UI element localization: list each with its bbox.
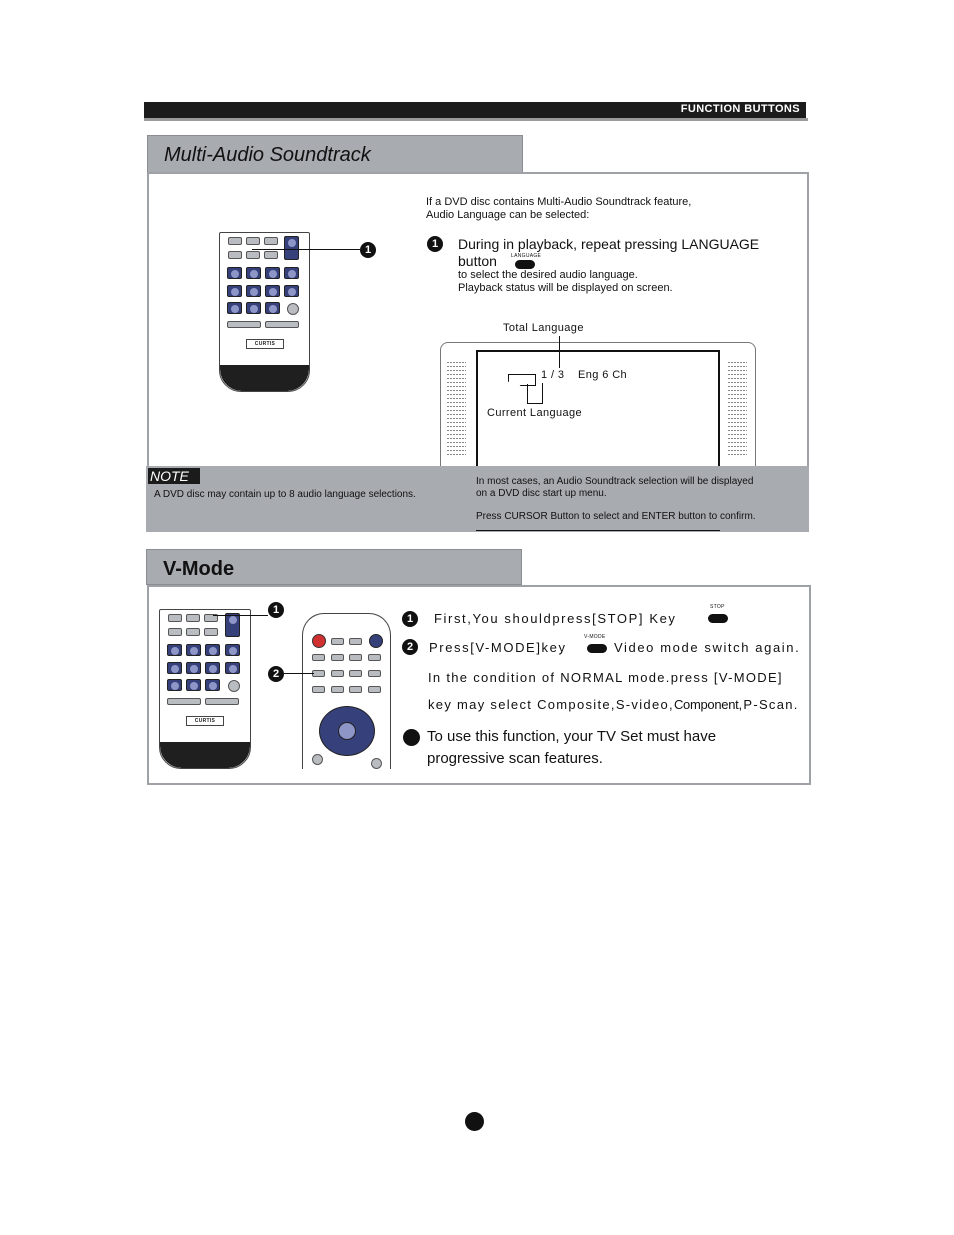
vmode-key-icon <box>587 644 607 653</box>
number-key <box>186 644 201 656</box>
eject-key <box>284 236 299 260</box>
speaker-grille <box>727 362 747 458</box>
header-bar <box>144 102 806 118</box>
callout-number: 1 <box>360 242 376 258</box>
step-text: In the condition of NORMAL mode.press [V-MODE] <box>428 670 783 685</box>
remote-button <box>331 670 344 677</box>
step-text: First,You shouldpress[STOP] Key <box>434 611 677 626</box>
remote-button <box>368 654 381 661</box>
section-title: Multi-Audio Soundtrack <box>164 144 371 166</box>
remote-button <box>349 686 362 693</box>
bullet-dot <box>403 729 420 746</box>
note-label: NOTE <box>150 468 189 484</box>
remote-button <box>349 654 362 661</box>
stop-button <box>264 237 278 245</box>
bullet-text: progressive scan features. <box>427 750 603 767</box>
connector-line <box>527 403 543 404</box>
enter-button <box>338 722 356 740</box>
page-number-dot <box>465 1112 484 1131</box>
number-key <box>225 662 240 674</box>
round-button <box>228 680 240 692</box>
remote-button <box>368 686 381 693</box>
callout-number: 1 <box>268 602 284 618</box>
bullet-text: To use this function, your TV Set must have <box>427 728 717 745</box>
connector-line <box>527 384 528 404</box>
callout-line <box>284 673 314 674</box>
number-key <box>205 662 220 674</box>
number-key <box>225 644 240 656</box>
step-text: During in playback, repeat pressing LANGUAGE <box>458 236 760 252</box>
number-key <box>167 644 182 656</box>
language-key-icon <box>515 260 535 269</box>
setup-button <box>312 754 323 765</box>
note-text: In most cases, an Audio Soundtrack selection will be displayed <box>476 476 754 487</box>
forward-button <box>205 698 239 705</box>
number-key <box>227 267 242 279</box>
number-key <box>167 679 182 691</box>
number-key <box>205 644 220 656</box>
underline <box>476 530 720 531</box>
remote-control-illustration <box>159 609 251 769</box>
step-number: 2 <box>402 639 418 655</box>
number-key <box>167 662 182 674</box>
number-key <box>265 302 280 314</box>
number-key <box>186 662 201 674</box>
intro-text: Audio Language can be selected: <box>426 209 590 221</box>
rewind-button <box>167 698 201 705</box>
remote-button <box>331 654 344 661</box>
remote-button <box>312 686 325 693</box>
power-button <box>312 634 326 648</box>
step-text-part: ,P-Scan. <box>738 697 799 712</box>
remote-bottom <box>160 742 250 768</box>
eject-key <box>225 613 240 637</box>
connector-line <box>542 383 543 404</box>
language-button <box>246 251 260 259</box>
number-key <box>284 267 299 279</box>
step-text: Press[V-MODE]key <box>429 640 567 655</box>
remote-control-illustration <box>302 613 391 769</box>
callout-line <box>252 249 360 250</box>
header-title: FUNCTION BUTTONS <box>680 103 800 115</box>
number-key <box>227 302 242 314</box>
step-text: Video mode switch again. <box>614 640 801 655</box>
subtitle-button <box>168 628 182 636</box>
pause-button <box>186 614 200 622</box>
remote-button <box>368 670 381 677</box>
number-key <box>265 267 280 279</box>
step-text <box>428 697 799 712</box>
note-box <box>146 466 809 532</box>
play-button <box>228 237 242 245</box>
remote-button <box>331 686 344 693</box>
current-language-label: Current Language <box>487 407 583 419</box>
remote-button <box>349 670 362 677</box>
step-number: 1 <box>402 611 418 627</box>
step-text: Playback status will be displayed on screen. <box>458 282 673 294</box>
number-key <box>265 285 280 297</box>
step-text-part: Component <box>673 697 739 712</box>
step-number: 1 <box>427 236 443 252</box>
number-key <box>205 679 220 691</box>
return-button <box>371 758 382 769</box>
angle-button <box>264 251 278 259</box>
pause-button <box>246 237 260 245</box>
number-key <box>284 285 299 297</box>
number-key <box>227 285 242 297</box>
open-close-button <box>369 634 383 648</box>
vmode-key-label: V-MODE <box>584 634 606 640</box>
remote-control-illustration <box>219 232 310 392</box>
callout-line <box>213 615 268 616</box>
stop-key-label: STOP <box>710 604 725 610</box>
language-key-label: LANGUAGE <box>511 253 542 259</box>
number-key <box>186 679 201 691</box>
remote-bottom <box>220 365 309 391</box>
number-key <box>246 285 261 297</box>
round-button <box>287 303 299 315</box>
note-text: A DVD disc may contain up to 8 audio language selections. <box>154 489 416 500</box>
section-title-tab <box>147 135 523 173</box>
stop-key-icon <box>708 614 728 623</box>
section-title: V-Mode <box>163 558 235 580</box>
forward-button <box>265 321 299 328</box>
callout-number: 2 <box>268 666 284 682</box>
note-text: on a DVD disc start up menu. <box>476 488 607 499</box>
total-language-label: Total Language <box>503 322 584 334</box>
section-title-tab <box>146 549 522 585</box>
play-button <box>168 614 182 622</box>
intro-text: If a DVD disc contains Multi-Audio Soundtrack feature, <box>426 196 692 208</box>
remote-button <box>331 638 344 645</box>
angle-button <box>204 628 218 636</box>
speaker-grille <box>446 362 466 458</box>
brand-logo: CURTIS <box>246 339 284 349</box>
number-key <box>246 267 261 279</box>
remote-button <box>312 654 325 661</box>
connector-line <box>559 336 560 368</box>
rewind-button <box>227 321 261 328</box>
note-text: Press CURSOR Button to select and ENTER button to confirm. <box>476 511 756 522</box>
step-text: to select the desired audio language. <box>458 269 638 281</box>
remote-button <box>349 638 362 645</box>
language-button <box>186 628 200 636</box>
subtitle-button <box>228 251 242 259</box>
brand-logo: CURTIS <box>186 716 224 726</box>
language-name: Eng 6 Ch <box>578 369 628 381</box>
number-key <box>246 302 261 314</box>
step-text: button <box>458 253 497 269</box>
language-fraction: 1 / 3 <box>541 369 565 381</box>
step-text-part: key may select Composite,S-video, <box>428 697 674 712</box>
